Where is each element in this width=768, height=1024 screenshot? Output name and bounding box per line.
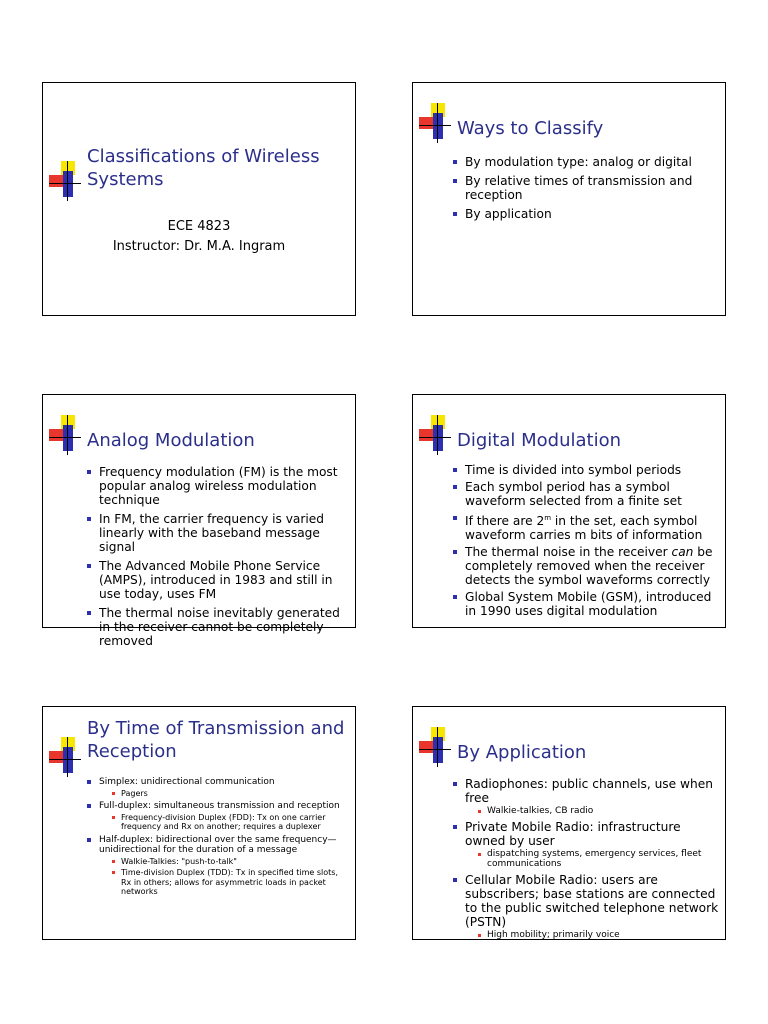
list-item: By relative times of transmission and reception bbox=[453, 174, 715, 202]
slide-3 bbox=[42, 394, 356, 648]
slide-logo-icon bbox=[49, 737, 83, 777]
slide-4 bbox=[412, 394, 726, 628]
list-item: By modulation type: analog or digital bbox=[453, 155, 715, 169]
list-item: In FM, the carrier frequency is varied linearly with the baseband message signal bbox=[87, 512, 349, 554]
slide-logo-icon bbox=[419, 415, 453, 455]
slide-1 bbox=[42, 82, 356, 316]
bullet-list bbox=[453, 155, 715, 226]
slide-title: By Time of Transmission and Reception bbox=[87, 718, 345, 762]
list-item: Radiophones: public channels, use when free Walkie-talkies, CB radio bbox=[453, 777, 719, 817]
sub-list-item: Walkie-talkies, CB radio bbox=[465, 806, 719, 817]
slide-title: By Application bbox=[457, 742, 587, 763]
list-item: Each symbol period has a symbol waveform selected from a finite set bbox=[453, 480, 717, 508]
list-item: The thermal noise in the receiver can be completely removed when the receiver detects the symbol waveforms correctly bbox=[453, 545, 717, 587]
slide-subtitle: ECE 4823 bbox=[167, 219, 231, 234]
sub-list-item: Time-division Duplex (TDD): Tx in specified time slots, Rx in others; allows for asymmetric loads in packet networks bbox=[99, 868, 349, 897]
slide-logo-icon bbox=[419, 103, 453, 143]
slide-6 bbox=[412, 706, 726, 940]
bullet-list bbox=[453, 463, 717, 621]
sub-list-item: Pagers bbox=[99, 789, 349, 799]
list-item: Half-duplex: bidirectional over the same frequency—unidirectional for the duration of a message Walkie-Talkies: "push-to-talk" Time-division Duplex (TDD): Tx in specified time slots, Rx in others; allows for asymmetric loads in packet networks bbox=[87, 835, 349, 897]
slide-logo-icon bbox=[49, 415, 83, 455]
list-item: The Advanced Mobile Phone Service (AMPS), introduced in 1983 and still in use today, uses FM bbox=[87, 559, 349, 601]
slide-title: Ways to Classify bbox=[457, 118, 604, 139]
bullet-list bbox=[87, 777, 349, 900]
bullet-list bbox=[453, 777, 719, 943]
slide-logo-icon bbox=[419, 727, 453, 767]
list-item: The thermal noise inevitably generated in the receiver cannot be completely removed bbox=[87, 606, 349, 648]
sub-list-item: Frequency-division Duplex (FDD): Tx on one carrier frequency and Rx on another; requires a duplexer bbox=[99, 813, 349, 832]
slide-title: Digital Modulation bbox=[457, 430, 621, 451]
slide-subtitle: Instructor: Dr. M.A. Ingram bbox=[112, 239, 286, 254]
list-item: If there are 2$^m$ in the set, each symbol waveform carries m bits of information bbox=[453, 511, 717, 542]
slide-5 bbox=[42, 706, 356, 940]
sub-list-item: dispatching systems, emergency services, fleet communications bbox=[465, 849, 719, 870]
list-item: Frequency modulation (FM) is the most popular analog wireless modulation technique bbox=[87, 465, 349, 507]
slide-title: Classifications of Wireless Systems bbox=[87, 146, 320, 190]
list-item: Full-duplex: simultaneous transmission and reception Frequency-division Duplex (FDD): Tx on one carrier frequency and Rx on another; requires a duplexer bbox=[87, 801, 349, 832]
sub-list-item: Walkie-Talkies: "push-to-talk" bbox=[99, 857, 349, 867]
sub-list-item: High mobility; primarily voice bbox=[465, 930, 719, 941]
list-item: Global System Mobile (GSM), introduced in 1990 uses digital modulation bbox=[453, 590, 717, 618]
slide-2 bbox=[412, 82, 726, 316]
slide-logo-icon bbox=[49, 161, 83, 201]
list-item: Time is divided into symbol periods bbox=[453, 463, 717, 477]
list-item: Simplex: unidirectional communication Pagers bbox=[87, 777, 349, 798]
list-item: Private Mobile Radio: infrastructure owned by user dispatching systems, emergency services, fleet communications bbox=[453, 820, 719, 870]
slide-title: Analog Modulation bbox=[87, 430, 255, 451]
list-item: By application bbox=[453, 207, 715, 221]
list-item: Cellular Mobile Radio: users are subscribers; base stations are connected to the public switched telephone network (PSTN) High mobility; primarily voice bbox=[453, 873, 719, 941]
bullet-list bbox=[87, 465, 349, 653]
